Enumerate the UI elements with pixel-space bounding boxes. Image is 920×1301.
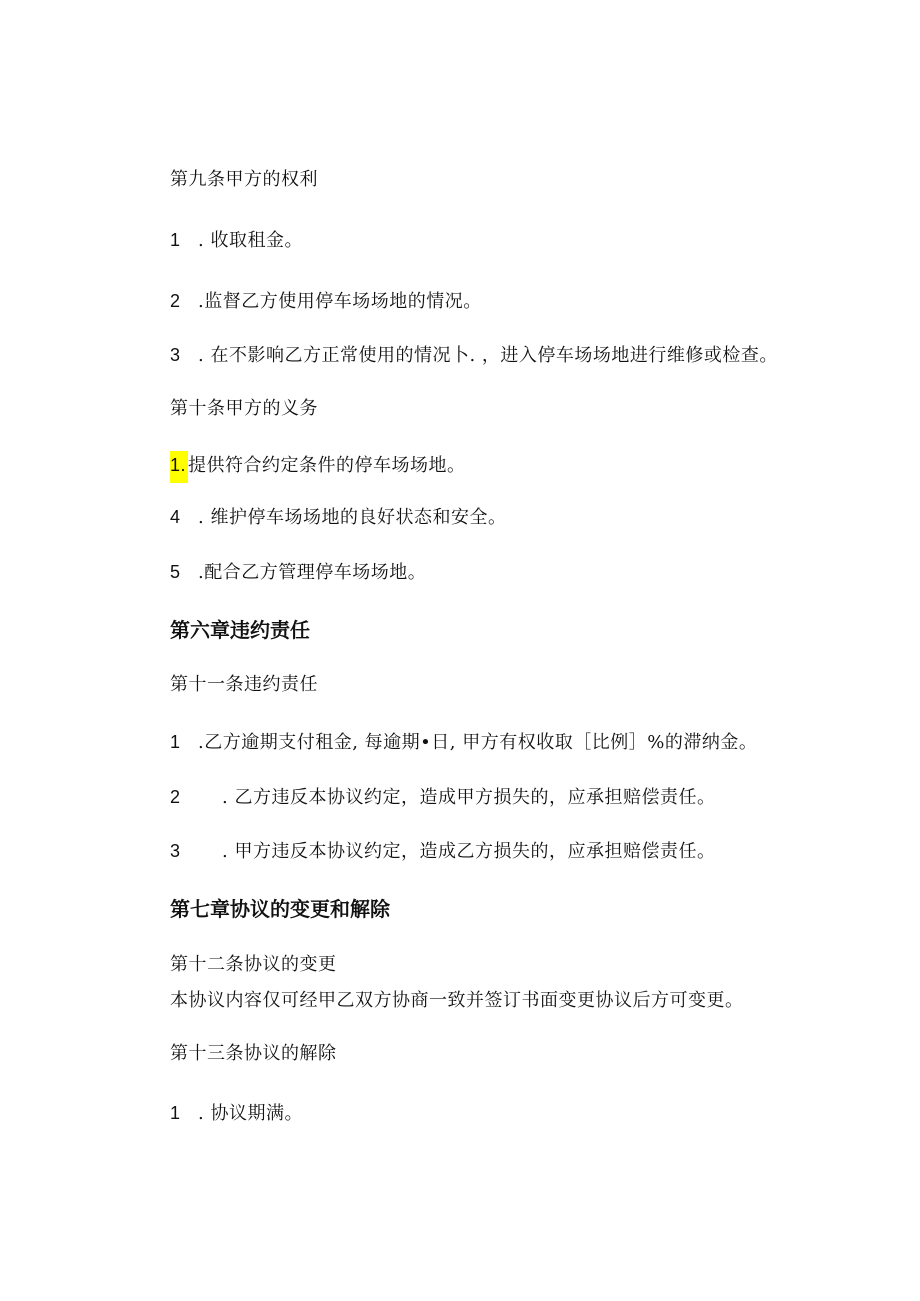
item-number: 1 — [170, 732, 181, 752]
chapter-title-text: 第七章协议的变更和解除 — [170, 897, 390, 921]
article-12-body — [170, 989, 744, 1013]
item-text: . 协议期满。 — [198, 1103, 303, 1124]
article-9-item-2 — [170, 289, 482, 314]
item-number: 5 — [170, 562, 181, 582]
article-11-item-3 — [170, 839, 715, 864]
article-10-item-4 — [170, 505, 506, 530]
article-10-item-1 — [170, 451, 466, 483]
chapter-7-title — [170, 897, 390, 921]
article-11-title — [170, 673, 318, 697]
item-text: . 维护停车场场地的良好状态和安全。 — [198, 507, 507, 528]
paragraph-text: 本协议内容仅可经甲乙双方协商一致并签订书面变更协议后方可变更。 — [170, 990, 744, 1011]
highlighted-item-number: 1. — [170, 451, 188, 483]
article-10-title — [170, 397, 318, 421]
article-10-item-5 — [170, 560, 426, 585]
article-11-item-2 — [170, 785, 715, 810]
article-13-title — [170, 1042, 337, 1066]
article-9-item-3 — [170, 343, 778, 368]
item-text: .监督乙方使用停车场场地的情况。 — [198, 291, 482, 312]
item-number: 1 — [170, 230, 181, 250]
article-11-item-1 — [170, 730, 757, 755]
article-title-text: 第九条甲方的权利 — [170, 169, 318, 190]
item-text: . 收取租金。 — [198, 230, 303, 251]
chapter-6-title — [170, 618, 310, 642]
item-number: 3 — [170, 841, 181, 861]
item-number: 2 — [170, 787, 181, 807]
item-text: 提供符合约定条件的停车场场地。 — [188, 455, 466, 476]
item-number: 1 — [170, 1103, 181, 1123]
item-number: 4 — [170, 507, 181, 527]
item-number: 3 — [170, 345, 181, 365]
item-text: . 乙方违反本协议约定，造成甲方损失的，应承担赔偿责任。 — [222, 787, 716, 808]
article-title-text: 第十一条违约责任 — [170, 674, 318, 695]
article-13-item-1 — [170, 1101, 303, 1126]
chapter-title-text: 第六章违约责任 — [170, 618, 310, 642]
article-9-item-1 — [170, 228, 303, 253]
item-text: . 甲方违反本协议约定，造成乙方损失的，应承担赔偿责任。 — [222, 841, 716, 862]
item-text: .配合乙方管理停车场场地。 — [198, 562, 427, 583]
item-text: . 在不影响乙方正常使用的情况卜. ，进入停车场场地进行维修或检查。 — [198, 345, 778, 366]
article-title-text: 第十二条协议的变更 — [170, 954, 337, 975]
article-9-title — [170, 168, 318, 192]
article-title-text: 第十三条协议的解除 — [170, 1043, 337, 1064]
article-12-title — [170, 953, 337, 977]
article-title-text: 第十条甲方的义务 — [170, 398, 318, 419]
item-text: .乙方逾期支付租金, 每逾期•日, 甲方有权收取［比例］%的滞纳金。 — [198, 732, 758, 753]
item-number: 2 — [170, 291, 181, 311]
